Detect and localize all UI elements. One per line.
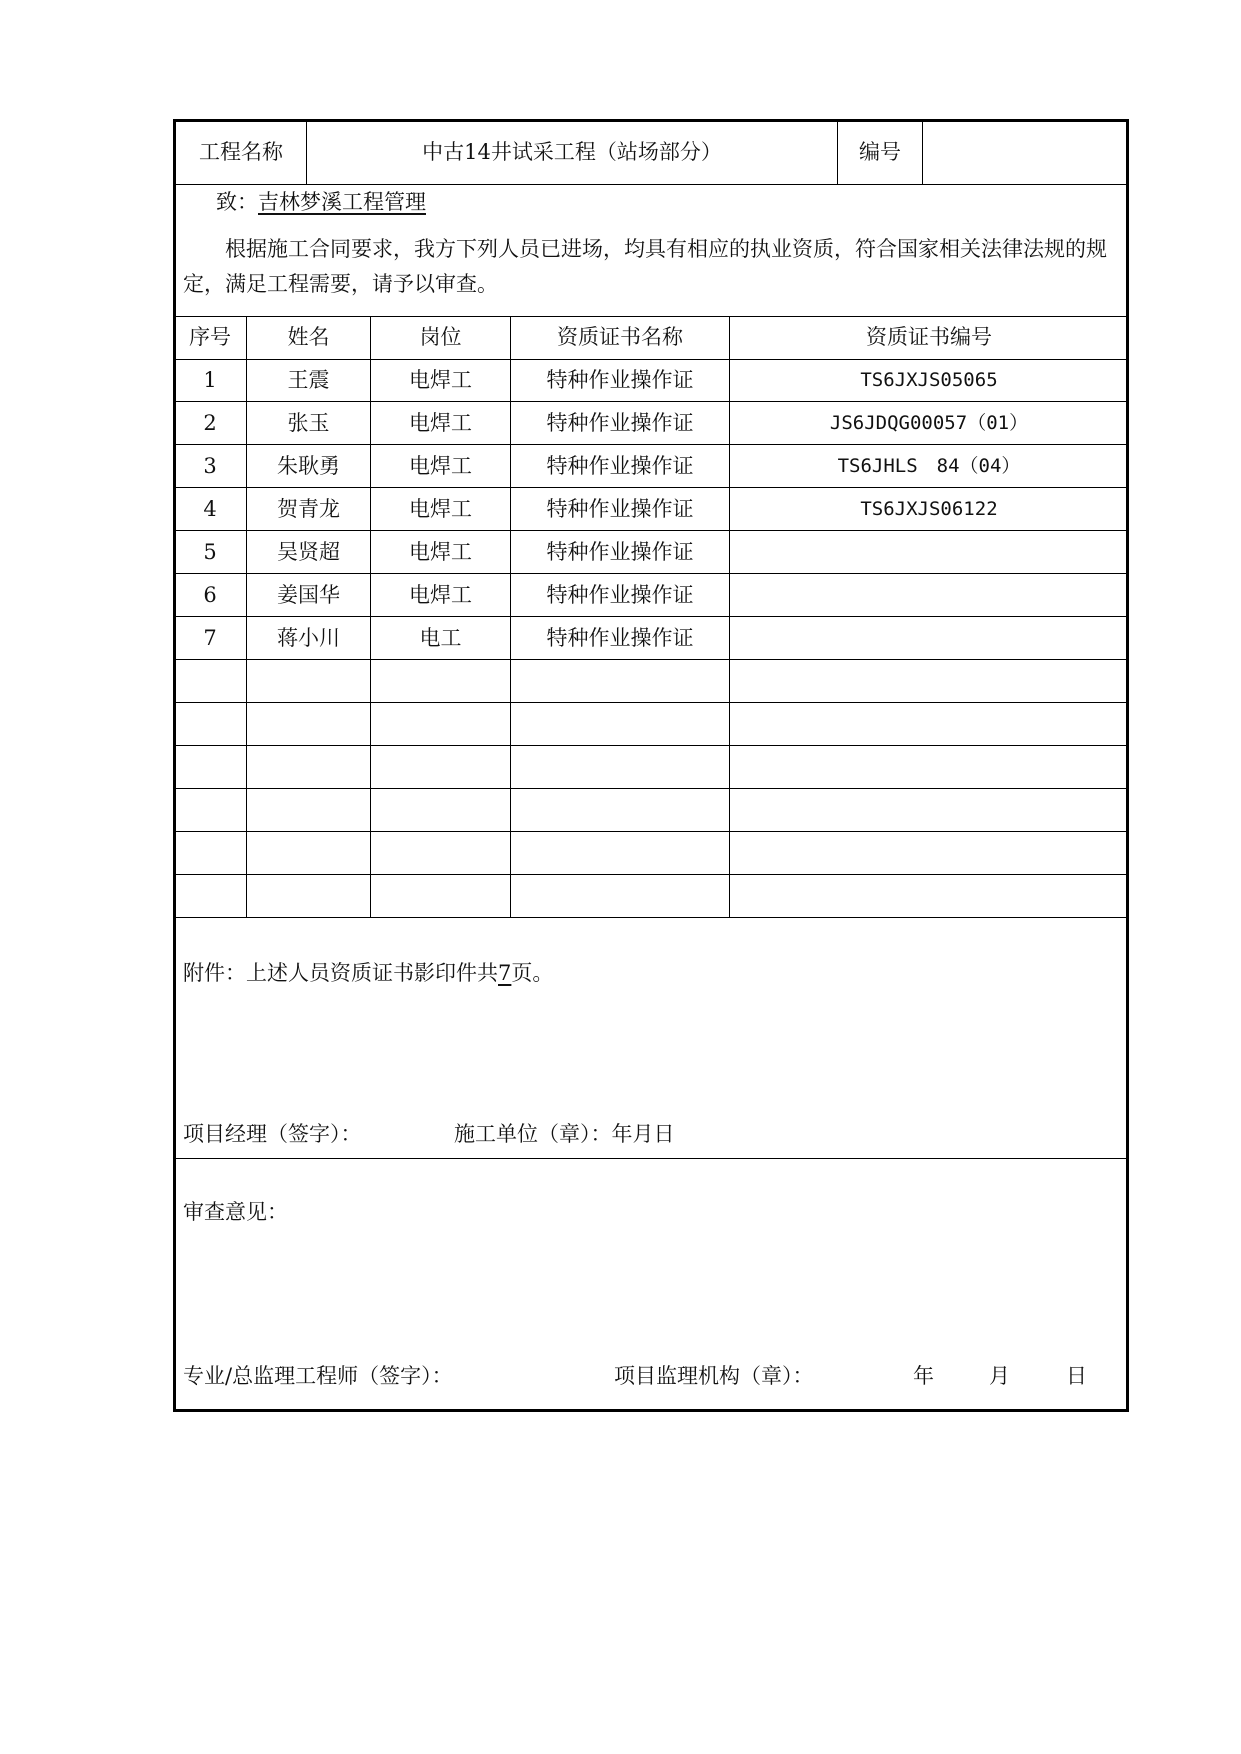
table-cell-position: 电焊工 — [409, 583, 472, 607]
table-row-line — [174, 659, 1128, 660]
attachment-page-count: 7 — [498, 961, 512, 985]
table-header-bottom — [174, 359, 1128, 360]
table-column-divider — [510, 316, 511, 917]
table-cell-name: 吴贤超 — [277, 540, 340, 564]
project-name-label: 工程名称 — [199, 140, 283, 164]
table-row-line — [174, 616, 1128, 617]
table-row-line — [174, 702, 1128, 703]
table-cell-certificate-name: 特种作业操作证 — [546, 583, 694, 607]
table-cell-seq: 5 — [203, 540, 217, 564]
header-bottom-border — [174, 184, 1128, 185]
table-cell-position: 电焊工 — [409, 368, 472, 392]
review-opinion-label: 审查意见： — [183, 1200, 288, 1224]
table-cell-certificate-name: 特种作业操作证 — [546, 411, 694, 435]
review-date-day: 日 — [1066, 1364, 1087, 1388]
attachment-suffix: 页。 — [511, 961, 554, 985]
table-bottom-border — [174, 917, 1128, 918]
supervising-engineer-signature-label: 专业/总监理工程师（签字）： — [183, 1364, 453, 1388]
table-cell-name: 姜国华 — [277, 583, 340, 607]
section-divider — [174, 1158, 1128, 1159]
project-name-value: 中古14井试采工程（站场部分） — [422, 140, 722, 164]
table-row-line — [174, 444, 1128, 445]
table-row-line — [174, 401, 1128, 402]
table-top-border — [174, 316, 1128, 317]
review-date-year: 年 — [913, 1364, 934, 1388]
table-cell-certificate-number: TS6JHLS 84（04） — [837, 455, 1021, 477]
personnel-qualification-form — [173, 119, 1129, 1412]
table-cell-position: 电工 — [419, 626, 462, 650]
table-cell-certificate-name: 特种作业操作证 — [546, 626, 694, 650]
table-column-divider — [246, 316, 247, 917]
attachment-prefix: 附件：上述人员资质证书影印件共 — [183, 961, 498, 985]
table-row-line — [174, 831, 1128, 832]
table-row-line — [174, 788, 1128, 789]
project-manager-signature-label: 项目经理（签字）： — [183, 1122, 362, 1146]
table-cell-seq: 1 — [203, 368, 217, 392]
table-cell-certificate-name: 特种作业操作证 — [546, 368, 694, 392]
number-label: 编号 — [859, 140, 901, 164]
table-row-line — [174, 530, 1128, 531]
column-header-position: 岗位 — [419, 325, 462, 349]
table-cell-certificate-name: 特种作业操作证 — [546, 540, 694, 564]
table-row-line — [174, 874, 1128, 875]
table-cell-position: 电焊工 — [409, 454, 472, 478]
table-column-divider — [729, 316, 730, 917]
column-header-seq: 序号 — [189, 325, 231, 349]
column-header-certificate-number: 资质证书编号 — [866, 325, 992, 349]
statement-paragraph: 根据施工合同要求，我方下列人员已进场，均具有相应的执业资质，符合国家相关法律法规的规定，满足工程需要，请予以审查。 — [183, 237, 1107, 296]
addressee-name: 吉林梦溪工程管理 — [258, 190, 426, 214]
table-cell-certificate-number: JS6JDQG00057（01） — [829, 412, 1029, 434]
supervision-agency-seal-label: 项目监理机构（章）： — [614, 1364, 814, 1388]
review-date-month: 月 — [989, 1364, 1010, 1388]
table-cell-seq: 3 — [203, 454, 217, 478]
column-header-certificate-name: 资质证书名称 — [557, 325, 683, 349]
table-cell-name: 蒋小川 — [277, 626, 340, 650]
attachment-note — [183, 959, 553, 987]
table-cell-position: 电焊工 — [409, 540, 472, 564]
table-cell-certificate-name: 特种作业操作证 — [546, 497, 694, 521]
table-cell-position: 电焊工 — [409, 497, 472, 521]
table-cell-position: 电焊工 — [409, 411, 472, 435]
table-cell-name: 朱耿勇 — [277, 454, 340, 478]
construction-unit-seal-label: 施工单位（章）：年月日 — [454, 1122, 675, 1146]
table-column-divider — [370, 316, 371, 917]
table-cell-name: 王震 — [287, 368, 330, 392]
table-cell-name: 贺青龙 — [277, 497, 340, 521]
table-row-line — [174, 745, 1128, 746]
column-header-name: 姓名 — [287, 325, 330, 349]
header-divider-3 — [922, 120, 923, 184]
table-cell-seq: 2 — [203, 411, 217, 435]
addressee-prefix: 致： — [216, 190, 258, 214]
table-cell-certificate-number: TS6JXJS05065 — [860, 369, 998, 391]
table-cell-seq: 6 — [203, 583, 217, 607]
table-cell-certificate-number: TS6JXJS06122 — [860, 498, 998, 520]
table-cell-certificate-name: 特种作业操作证 — [546, 454, 694, 478]
table-cell-name: 张玉 — [287, 411, 330, 435]
table-cell-seq: 4 — [203, 497, 217, 521]
addressee — [216, 188, 426, 216]
table-row-line — [174, 487, 1128, 488]
table-cell-seq: 7 — [203, 626, 217, 650]
table-row-line — [174, 573, 1128, 574]
